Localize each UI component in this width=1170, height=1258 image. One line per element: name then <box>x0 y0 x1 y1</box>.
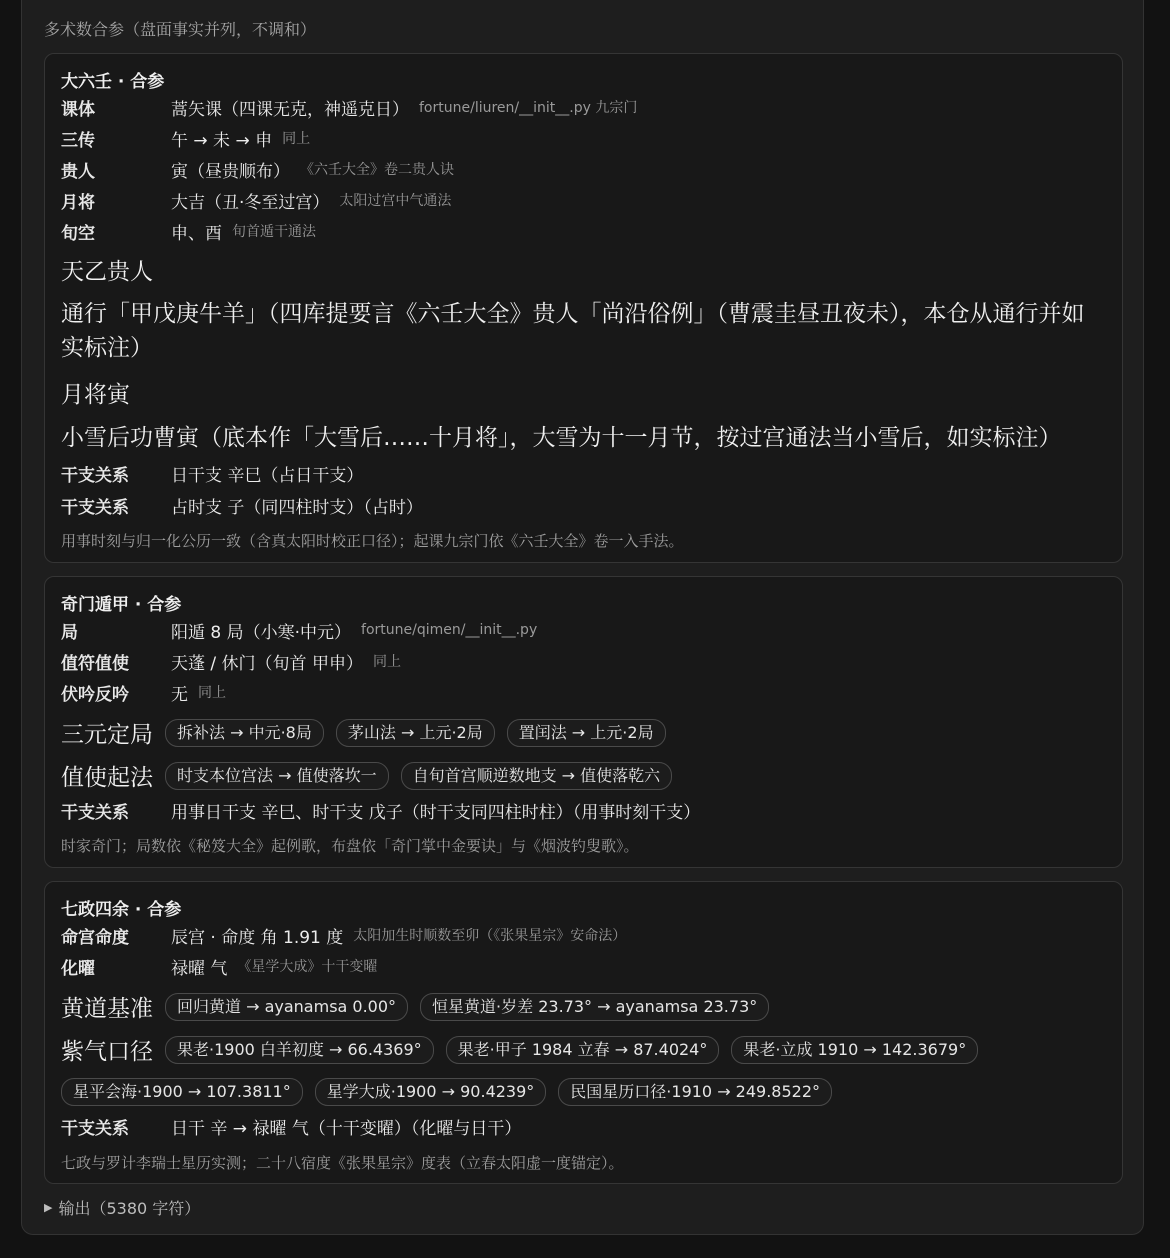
qimen-row-ganzhi <box>61 798 700 822</box>
output-toggle-label[interactable]: 输出（5380 字符） <box>58 1199 201 1218</box>
method-chip[interactable]: 民国星历口径·1910 → 249.8522° <box>558 1078 832 1106</box>
method-chip[interactable]: 置闰法 → 上元·2局 <box>507 719 666 747</box>
analysis-panel <box>21 0 1144 1235</box>
triangle-right-icon[interactable]: ▶ <box>44 1201 53 1214</box>
card-footer-note: 七政与罗计李瑞士星历实测；二十八宿度《张果星宗》度表（立春太阳虚一度锚定）。 <box>61 1154 624 1172</box>
qizheng-row-minggong <box>61 923 626 947</box>
chip-group-zhishi <box>61 759 684 792</box>
output-toggle[interactable] <box>44 1196 200 1219</box>
liuren-card <box>44 53 1123 563</box>
row-label: 干支关系 <box>61 1118 129 1139</box>
chip-group-label: 紫气口径 <box>61 1039 153 1065</box>
row-value: 申、酉 <box>171 223 222 244</box>
row-value: 大吉（丑·冬至过宫） <box>171 192 330 213</box>
section-header: 多术数合参（盘面事实并列，不调和） <box>44 20 317 39</box>
card-title: 七政四余 · 合参 <box>61 900 182 920</box>
method-chip[interactable]: 回归黄道 → ayanamsa 0.00° <box>165 993 408 1021</box>
row-note: 同上 <box>372 654 401 670</box>
row-label: 伏吟反吟 <box>61 684 129 705</box>
row-label: 干支关系 <box>61 497 129 518</box>
row-value: 占时支 子（同四柱时支）（占时） <box>171 497 423 518</box>
method-chip[interactable]: 果老·甲子 1984 立春 → 87.4024° <box>446 1036 720 1064</box>
row-value: 寅（昼贵顺布） <box>171 161 290 182</box>
liuren-row-xunkong <box>61 219 316 243</box>
qimen-row-zhifu <box>61 649 401 673</box>
row-label: 课体 <box>61 99 95 120</box>
row-note: 《六壬大全》卷二贵人诀 <box>300 162 454 178</box>
row-label: 干支关系 <box>61 465 129 486</box>
qimen-row-ju <box>61 618 537 642</box>
card-footer-note: 时家奇门；局数依《秘笈大全》起例歌，布盘依「奇门掌中金要诀」与《烟波钓叟歌》。 <box>61 837 639 855</box>
row-note: 旬首遁干通法 <box>232 224 316 240</box>
row-value: 日干支 辛巳（占日干支） <box>171 465 364 486</box>
row-note: 同上 <box>198 685 226 701</box>
qizheng-card <box>44 881 1123 1184</box>
card-title: 奇门遁甲 · 合参 <box>61 595 182 615</box>
chip-group-label: 三元定局 <box>61 722 153 748</box>
liuren-row-sanchuan <box>61 126 310 150</box>
liuren-row-keti <box>61 95 637 119</box>
card-title: 大六壬 · 合参 <box>61 72 165 92</box>
row-label: 贵人 <box>61 161 95 182</box>
row-label: 命宫命度 <box>61 927 129 948</box>
row-value: 用事日干支 辛巳、时干支 戊子（时干支同四柱时柱）（用事时刻干支） <box>171 802 701 823</box>
row-label: 月将 <box>61 192 95 213</box>
paragraph-tianyi: 通行「甲戊庚牛羊」（四库提要言《六壬大全》贵人「尚沿俗例」（曹震圭昼丑夜未），本仓从通行并如实标注） <box>61 301 1085 361</box>
row-value: 阳遁 8 局（小寒·中元） <box>171 622 352 643</box>
row-note: fortune/liuren/__init__.py 九宗门 <box>419 100 638 116</box>
method-chip[interactable]: 星平会海·1900 → 107.3811° <box>61 1078 303 1106</box>
method-chip[interactable]: 茅山法 → 上元·2局 <box>336 719 495 747</box>
row-value: 禄曜 气 <box>171 958 228 979</box>
method-chip[interactable]: 星学大成·1900 → 90.4239° <box>315 1078 547 1106</box>
row-label: 三传 <box>61 130 95 151</box>
row-label: 干支关系 <box>61 802 129 823</box>
qimen-row-fuyin <box>61 680 226 704</box>
method-chip[interactable]: 果老·立成 1910 → 142.3679° <box>731 1036 978 1064</box>
row-note: 太阳过宫中气通法 <box>339 193 452 209</box>
row-note: 《星学大成》十干变曜 <box>237 959 378 975</box>
liuren-row-guiren <box>61 157 454 181</box>
row-value: 日干 辛 → 禄曜 气（十干变曜）（化曜与日干） <box>171 1118 522 1139</box>
row-value: 辰宫 · 命度 角 1.91 度 <box>171 927 344 948</box>
paragraph-yuejiang: 小雪后功曹寅（底本作「大雪后……十月将」，大雪为十一月节，按过宫通法当小雪后，如实标注） <box>61 425 1062 451</box>
heading-tianyi: 天乙贵人 <box>61 259 153 285</box>
chip-group-sanyuan <box>61 716 678 749</box>
row-label: 局 <box>61 622 78 643</box>
row-label: 旬空 <box>61 223 95 244</box>
chip-group-huangdao <box>61 990 781 1023</box>
row-note: fortune/qimen/__init__.py <box>361 622 538 638</box>
chip-group-label: 值使起法 <box>61 765 153 791</box>
method-chip[interactable]: 拆补法 → 中元·8局 <box>165 719 324 747</box>
method-chip[interactable]: 自旬首宫顺逆数地支 → 值使落乾六 <box>401 762 673 790</box>
qimen-card <box>44 576 1123 868</box>
row-note: 太阳加生时顺数至卯（《张果星宗》安命法） <box>353 928 627 944</box>
row-note: 同上 <box>282 131 311 147</box>
method-chip[interactable]: 恒星黄道·岁差 23.73° → ayanamsa 23.73° <box>420 993 769 1021</box>
method-chip[interactable]: 果老·1900 白羊初度 → 66.4369° <box>165 1036 434 1064</box>
row-value: 午 → 未 → 申 <box>171 130 273 151</box>
chip-group-ziqi-more <box>61 1078 844 1106</box>
row-label: 化曜 <box>61 958 95 979</box>
qizheng-row-ganzhi <box>61 1114 521 1138</box>
row-value: 无 <box>171 684 188 705</box>
chip-group-ziqi <box>61 1033 990 1066</box>
chip-group-label: 黄道基准 <box>61 996 153 1022</box>
method-chip[interactable]: 时支本位宫法 → 值使落坎一 <box>165 762 389 790</box>
row-value: 天蓬 / 休门（旬首 甲申） <box>171 653 363 674</box>
liuren-row-ganzhi-hour <box>61 493 423 517</box>
liuren-row-ganzhi-day <box>61 461 363 485</box>
card-footer-note: 用事时刻与归一化公历一致（含真太阳时校正口径）；起课九宗门依《六壬大全》卷一入手法。 <box>61 532 684 550</box>
heading-yuejiang: 月将寅 <box>61 382 130 408</box>
qizheng-row-huayao <box>61 954 377 978</box>
row-value: 蒿矢课（四课无克，神遥克日） <box>171 99 409 120</box>
row-label: 值符值使 <box>61 653 129 674</box>
liuren-row-yuejiang <box>61 188 451 212</box>
